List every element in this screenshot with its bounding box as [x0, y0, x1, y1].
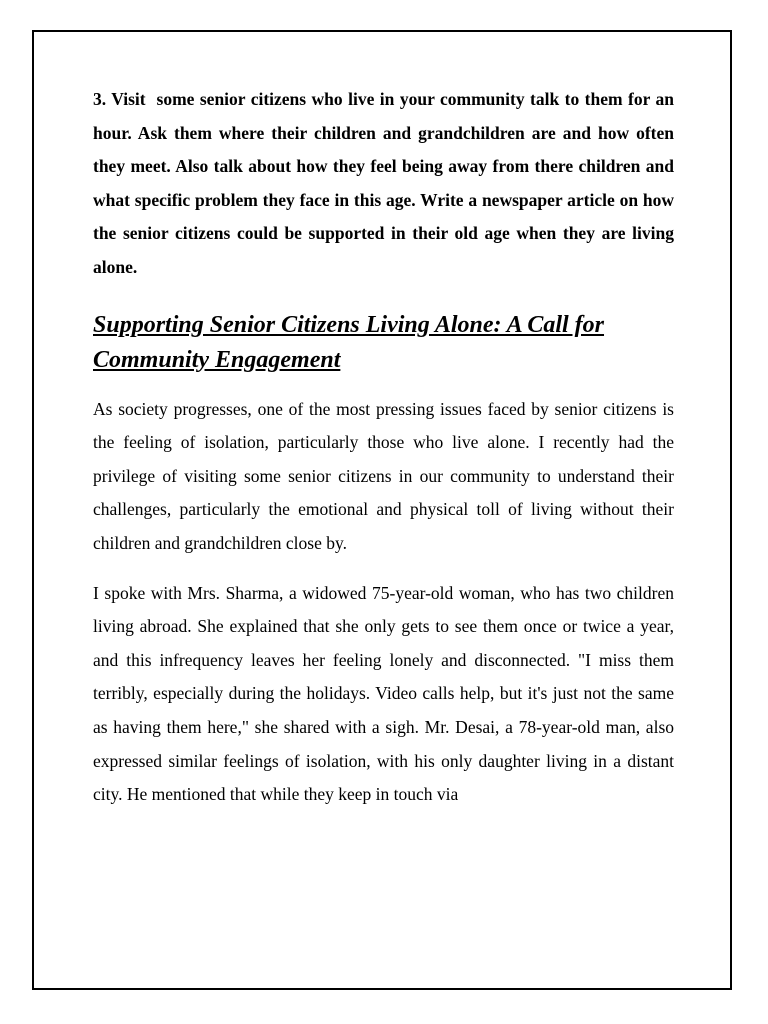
- question-text: 3. Visit some senior citizens who live in your community talk to them for an hour. Ask them where their children and grandchildren are and how often they meet. Also talk about how they feel being away from there children and what specific problem they face in this age. Write a newspaper article on how the senior citizens could be supported in their old age when they are living alone.: [93, 89, 679, 277]
- document-content: [93, 83, 679, 812]
- paragraph-2: I spoke with Mrs. Sharma, a widowed 75-year-old woman, who has two children living abroad. She explained that she only gets to see them once or twice a year, and this infrequency leaves her feeling lonely and disconnected. "I miss them terribly, especially during the holidays. Video calls help, but it's just not the same as having them here," she shared with a sigh. Mr. Desai, a 78-year-old man, also expressed similar feelings of isolation, with his only daughter living in a distant city. He mentioned that while they keep in touch via: [93, 582, 674, 805]
- paragraph-1: As society progresses, one of the most pressing issues faced by senior citizens is the feeling of isolation, particularly those who live alone. I recently had the privilege of visiting some senior citizens in our community to understand their challenges, particularly the emotional and physical toll of living without their children and grandchildren close by.: [93, 398, 674, 553]
- article-title: Supporting Senior Citizens Living Alone: A Call for Community Engagement: [93, 311, 605, 373]
